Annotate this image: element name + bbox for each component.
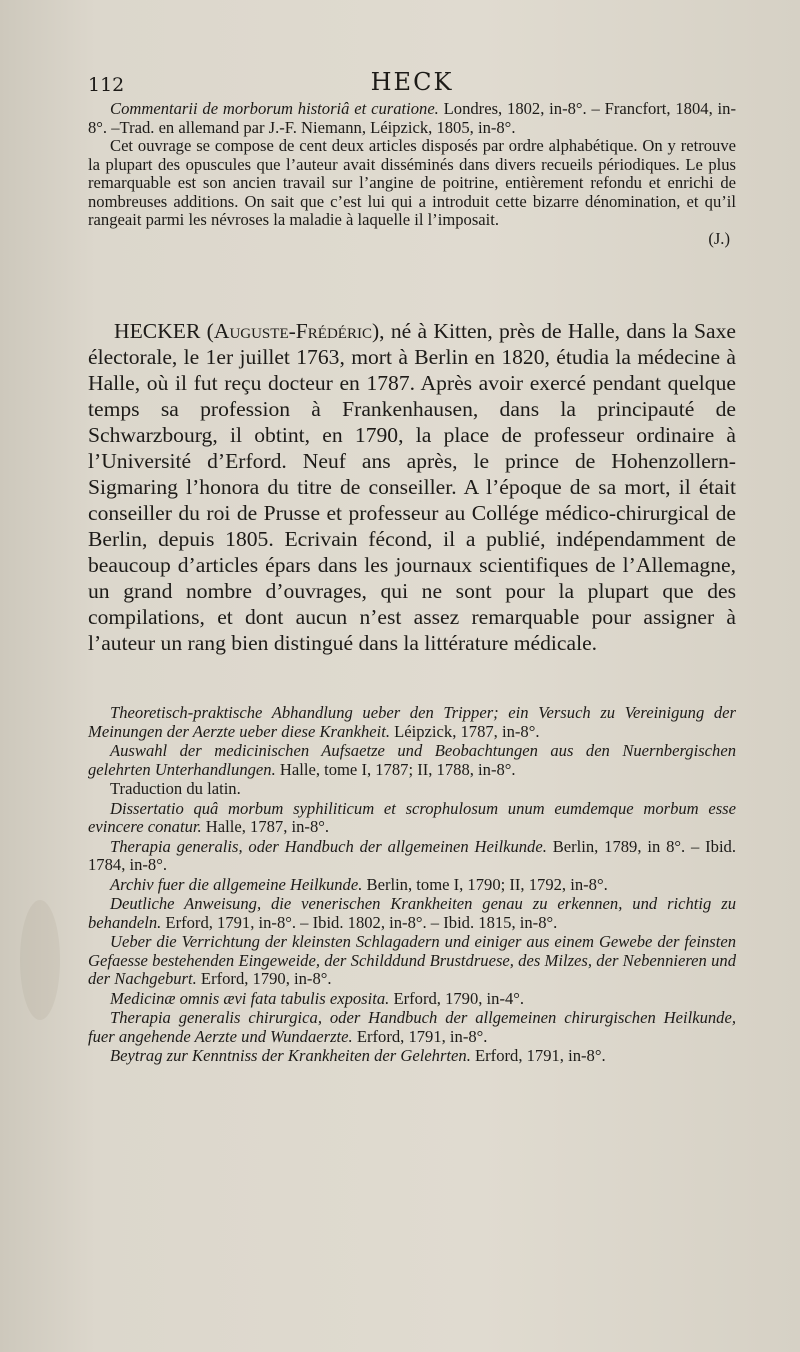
page-number: 112 [88, 74, 125, 96]
bibliography-item [88, 1009, 736, 1046]
bibliography-item [88, 704, 736, 741]
bibliography-item [88, 933, 736, 989]
running-head: HECK [370, 68, 454, 96]
bibliography-item [88, 876, 736, 895]
work-title: Auswahl der medicinischen Aufsaetze und Beobachtungen aus den Nuernbergischen gelehrten Unterhandlungen. [88, 741, 736, 779]
work-title: Medicinæ omnis ævi fata tabulis exposita. [110, 988, 390, 1008]
bibliography-item [88, 895, 736, 932]
work-details: Léipzick, 1787, in-8°. [390, 721, 540, 741]
hecker-article [88, 318, 736, 656]
work-title: Dissertatio quâ morbum syphiliticum et scrophulosum unum eumdemque morbum esse evincere conatur. [88, 798, 736, 836]
work-title: Beytrag zur Kenntniss der Krankheiten der Gelehrten. [110, 1046, 471, 1065]
article-paragraph: HECKER (Auguste-Frédéric), né à Kitten, près de Halle, dans la Saxe électorale, le 1er juillet 1763, mort à Berlin en 1820, étudia la médecine à Halle, où il fut reçu docteur en 1787. Après avoir exercé pendant quelque temps sa profession à Frankenhausen, dans la principauté de Schwarzbourg, il obtint, en 1790, la place de professeur ordinaire à l’Université d’Erford. Neuf ans après, le prince de Hohenzollern-Sigmaring l’honora du titre de conseiller. A l’époque de sa mort, il était conseiller du roi de Prusse et professeur au Collége médico-chirurgical de Berlin, depuis 1805. Ecrivain fécond, il a publié, indépendamment de beaucoup d’articles épars dans les journaux scientifiques de l’Allemagne, un grand nombre d’ouvrages, qui ne sont pour la plupart que des compilations, et dont aucun n’est assez remarquable pour assigner à l’auteur un rang bien distingué dans la littérature médicale. [88, 319, 737, 655]
work-details: Erford, 1791, in-8°. [352, 1026, 488, 1046]
work-details: Berlin, 1789, in 8°. – Ibid. 1784, in-8°. [88, 836, 737, 874]
entry-body: ), né à Kitten, près de Halle, dans la Saxe électorale, le 1er juillet 1763, mort à Berlin en 1820, étudia la médecine à Halle, où il fut reçu docteur en 1787. Après avoir exercé pendant quelque temps sa profession à Frankenhausen, dans la principauté de Schwarzbourg, il obtint, en 1790, la place de professeur ordinaire à l’Université d’Erford. Neuf ans après, le prince de Hohenzollern-Sigmaring l’honora du titre de conseiller. A l’époque de sa mort, il était conseiller du roi de Prusse et professeur au Collége médico-chirurgical de Berlin, depuis 1805. Ecrivain fécond, il a publié, indépendamment de beaucoup d’articles épars dans les journaux scientifiques de l’Allemagne, un grand nombre d’ouvrages, qui ne sont pour la plupart que des compilations, et dont aucun n’est assez remarquable pour assigner à l’auteur un rang bien distingué dans la littérature médicale. [88, 319, 737, 655]
work-details: Erford, 1791, in-8°. [470, 1046, 606, 1065]
entry-surname: HECKER [114, 319, 201, 343]
work-details: Berlin, tome I, 1790; II, 1792, in-8°. [362, 874, 608, 894]
bibliography-item [88, 742, 736, 779]
previous-citation [88, 100, 736, 137]
author-signature: (J.) [708, 228, 730, 248]
citation-details: Londres, 1802, in-8°. – Francfort, 1804, in-8°. –Trad. en allemand par J.-F. Niemann, Léipzick, 1805, in-8°. [88, 99, 736, 137]
entry-given-names: Auguste-Frédéric [213, 319, 372, 343]
bibliography-item [88, 800, 736, 837]
work-details: Halle, tome I, 1787; II, 1788, in-8°. [275, 759, 516, 779]
work-title: Therapia generalis, oder Handbuch der allgemeinen Heilkunde. [110, 836, 547, 856]
bibliography-item [88, 838, 736, 875]
bibliography-item [88, 780, 736, 799]
bibliography-item [88, 1047, 736, 1066]
previous-entry [88, 100, 736, 248]
work-title: Theoretisch-praktische Abhandlung ueber den Tripper; ein Versuch zu Vereinigung der Meinungen der Aerzte ueber diese Krankheit. [88, 703, 736, 741]
work-details: Erford, 1790, in-4°. [389, 988, 525, 1008]
work-details: Erford, 1791, in-8°. – Ibid. 1802, in-8°. – Ibid. 1815, in-8°. [161, 912, 558, 932]
citation-title: Commentarii de morborum historiâ et curatione. [110, 99, 439, 118]
work-title: Therapia generalis chirurgica, oder Handbuch der allgemeinen chirurgischen Heilkunde, fuer angehende Aerzte und Wundaerzte. [88, 1008, 736, 1046]
work-title: Ueber die Verrichtung der kleinsten Schlagadern und einiger aus einem Gewebe der feinsten Gefaesse bestehenden Eingeweide, der Schilddund Brustdruese, des Milzes, der Nebennieren und der Nachgeburt. [88, 932, 736, 988]
work-details: Traduction du latin. [110, 779, 241, 798]
work-details: Erford, 1790, in-8°. [196, 969, 332, 988]
bibliography-list [88, 704, 736, 1067]
previous-note: Cet ouvrage se compose de cent deux articles disposés par ordre alphabétique. On y retrouve la plupart des opuscules que l’auteur avait disséminés dans divers recueils périodiques. Le plus remarquable est son ancien travail sur l’angine de poitrine, entièrement refondu et enrichi de nombreuses additions. On sait que c’est lui qui a introduit cette bizarre dénomination, et qu’il rangeait parmi les névroses la maladie à laquelle il l’imposait. [88, 136, 736, 229]
page-header [88, 68, 736, 98]
work-title: Deutliche Anweisung, die venerischen Krankheiten genau zu erkennen, und richtig zu behandeln. [88, 894, 736, 932]
work-details: Halle, 1787, in-8°. [201, 817, 330, 836]
bibliography-item [88, 990, 736, 1009]
work-title: Archiv fuer die allgemeine Heilkunde. [110, 874, 363, 894]
paper-stain [20, 900, 60, 1020]
